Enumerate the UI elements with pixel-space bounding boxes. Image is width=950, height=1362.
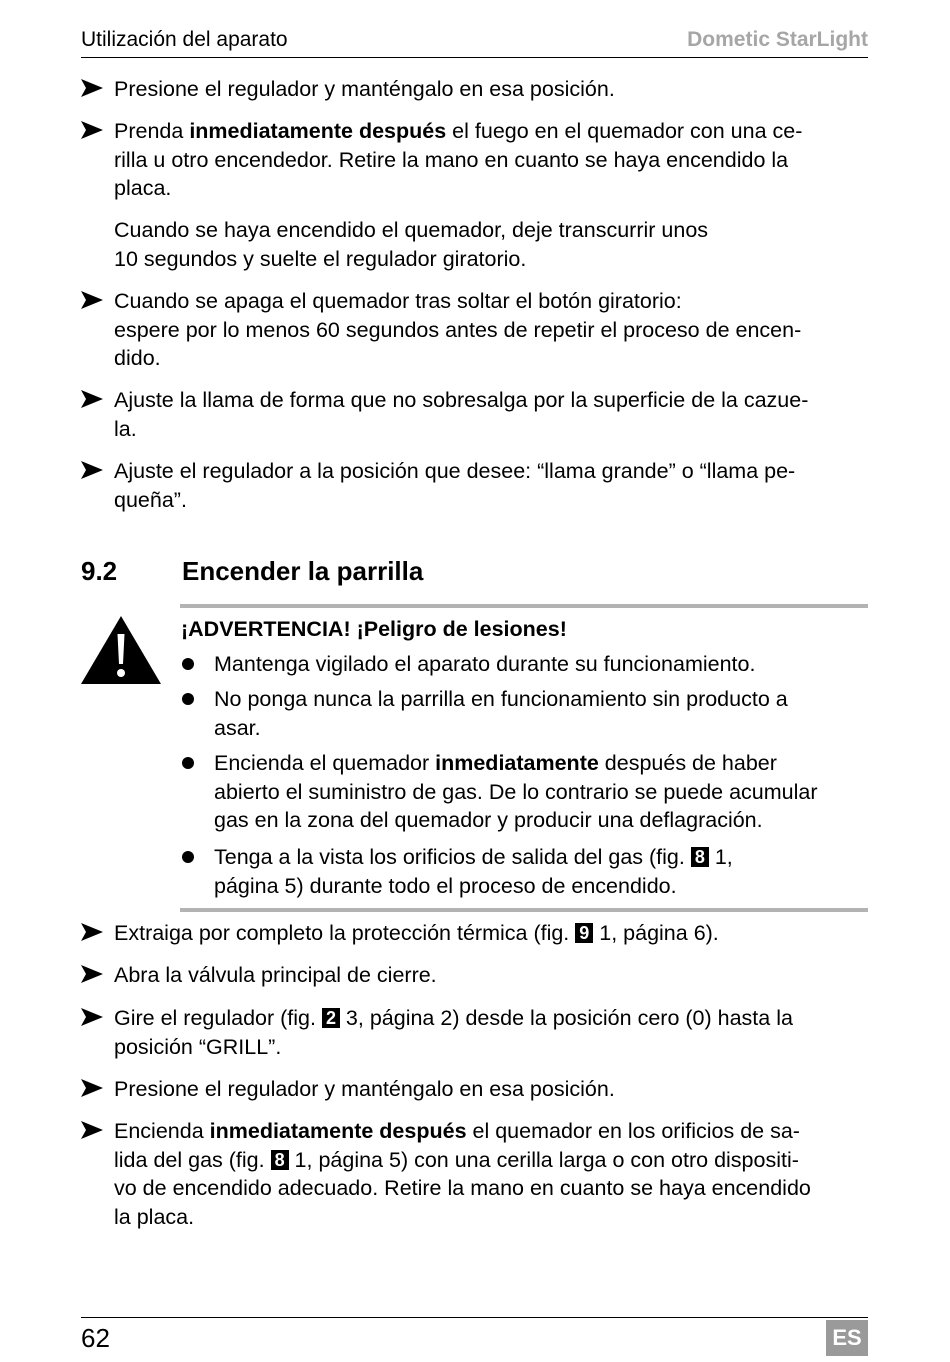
paragraph-wait-seconds: Cuando se haya encendido el quemador, deje transcurrir unos 10 segundos y suelte el regulador giratorio. [114,218,709,271]
step-text: Extraiga por completo la protección térmica (fig. 9 1, página 6). [114,921,719,945]
arrow-bullet-icon [81,79,103,97]
warning-bullet: Encienda el quemador inmediatamente después de haber abierto el suministro de gas. De lo contrario se puede acumular gas en la zona del quemador y producir una deflagración. [180,749,868,835]
step-text: Ajuste el regulador a la posición que desee: “llama grande” o “llama pe- queña”. [114,459,796,512]
arrow-bullet-icon [81,923,103,941]
step-light-burner [81,117,868,203]
arrow-bullet-icon [81,461,103,479]
emphasis: inmediatamente después [189,119,447,143]
language-badge: ES [826,1320,868,1356]
bullet-dot-icon [182,757,194,769]
warning-bullet: Tenga a la vista los orificios de salida del gas (fig. 8 1, página 5) durante todo el proceso de encendido. [180,843,868,900]
warning-triangle-icon [80,614,162,686]
arrow-bullet-icon [81,121,103,139]
section-title: Encender la parrilla [182,556,424,586]
step-press-regulator [81,75,868,104]
step-press-regulator-grill [81,1075,868,1104]
step-burner-goes-out [81,287,868,373]
footer-divider [81,1317,868,1318]
step-text: Presione el regulador y manténgalo en esa posición. [114,77,615,101]
arrow-bullet-icon [81,1079,103,1097]
section-heading [81,555,423,587]
arrow-bullet-icon [81,390,103,408]
step-text: Cuando se apaga el quemador tras soltar el botón giratorio: espere por lo menos 60 segundos antes de repetir el proceso de encen- dido. [114,289,802,370]
bullet-dot-icon [182,658,194,670]
warning-bullet: Mantenga vigilado el aparato durante su funcionamiento. [180,650,868,679]
bullet-dot-icon [182,693,194,705]
step-text: Ajuste la llama de forma que no sobresalga por la superficie de la cazue- la. [114,388,809,441]
figure-ref-badge: 8 [691,847,709,867]
arrow-bullet-icon [81,291,103,309]
step-text: Abra la válvula principal de cierre. [114,963,437,987]
arrow-bullet-icon [81,1121,103,1139]
step-text: Gire el regulador (fig. 2 3, página 2) desde la posición cero (0) hasta la posición “GRILL”. [114,1006,793,1059]
step-light-grill [81,1117,868,1231]
warning-title: ¡ADVERTENCIA! ¡Peligro de lesiones! [181,617,567,641]
figure-ref-badge: 8 [271,1150,289,1170]
figure-ref-badge: 9 [575,923,593,943]
figure-ref-badge: 2 [322,1008,340,1028]
step-remove-protection [81,919,868,948]
step-set-regulator [81,457,868,514]
warning-bullet: No ponga nunca la parrilla en funcionamiento sin producto a asar. [180,685,868,742]
page-header [81,26,868,58]
emphasis: inmediatamente después [209,1119,467,1143]
step-text: Prenda inmediatamente después el fuego en el quemador con una ce- rilla u otro encendedor. Retire la mano en cuanto se haya encendido la placa. [114,119,803,200]
page-number: 62 [81,1323,110,1353]
step-adjust-flame [81,386,868,443]
arrow-bullet-icon [81,1008,103,1026]
step-turn-regulator [81,1004,868,1061]
bullet-dot-icon [182,851,194,863]
header-section-title: Utilización del aparato [81,28,288,51]
section-number: 9.2 [81,556,118,586]
emphasis: inmediatamente [435,751,599,775]
step-text: Encienda inmediatamente después el quemador en los orificios de sa- lida del gas (fig. 8 1, página 5) con una cerilla larga o con otro dispositi- vo de encendido adecuado. Retire la mano en cuanto se haya encendido la placa. [114,1119,811,1229]
arrow-bullet-icon [81,965,103,983]
header-product-name: Dometic StarLight [687,28,868,51]
warning-box [180,604,868,912]
step-open-valve [81,961,868,990]
step-text: Presione el regulador y manténgalo en esa posición. [114,1077,615,1101]
